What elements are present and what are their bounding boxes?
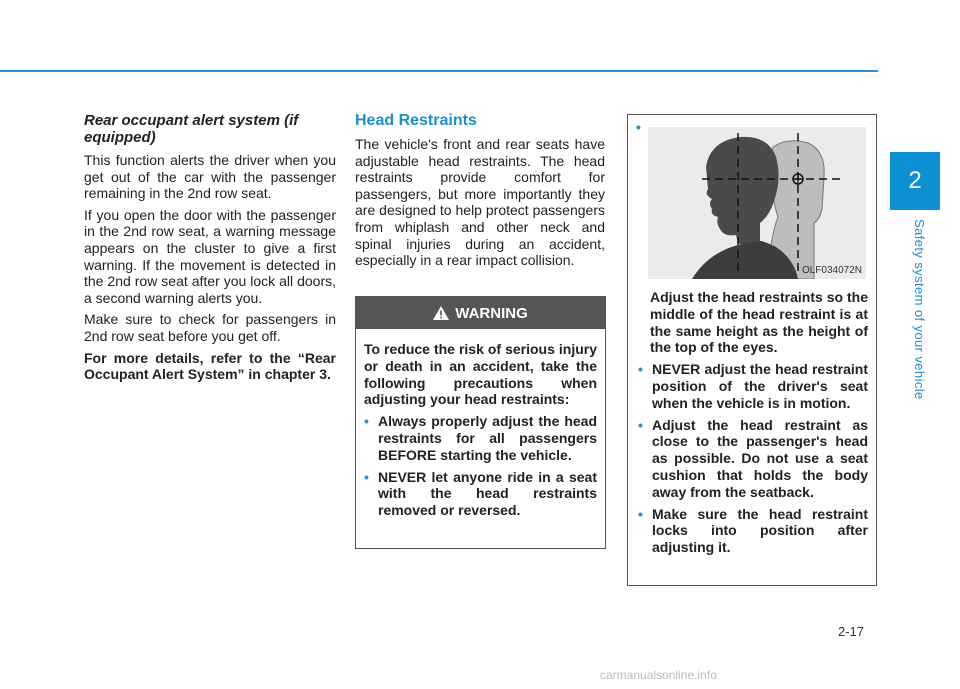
rear-alert-section <box>84 112 336 388</box>
head-restraint-adjust-box <box>627 114 877 586</box>
warning-header <box>356 297 605 329</box>
adjust-item: • Make sure the head restraint locks into position after adjusting it. <box>638 506 868 556</box>
head-restraint-figure <box>648 127 866 279</box>
rear-alert-reference: For more details, refer to the “Rear Occupant Alert System” in chapter 3. <box>84 349 336 383</box>
header-rule <box>0 70 878 72</box>
adjust-item: • NEVER adjust the head restraint position of the driver's seat when the vehicle is in motion. <box>638 361 868 411</box>
bullet-icon: • <box>636 119 641 135</box>
watermark: carmanualsonline.info <box>600 668 717 682</box>
head-restraints-heading: Head Restraints <box>355 112 477 129</box>
rear-alert-paragraph-3: Make sure to check for passengers in 2nd row seat before you get off. <box>84 311 336 344</box>
figure-code: OLF034072N <box>801 265 862 276</box>
chapter-tab <box>890 152 940 210</box>
warning-box <box>355 296 606 549</box>
adjust-first-item: Adjust the head restraints so the middle of the head restraint is at the same height as the height of the top of the eyes. <box>650 289 868 356</box>
warning-triangle-icon <box>433 306 449 320</box>
adjust-item: • Adjust the head restraint as close to the passenger's head as possible. Do not use a seat cushion that holds the body away from the seatback. <box>638 417 868 501</box>
head-restraints-body: The vehicle's front and rear seats have adjustable head restraints. The head restraints provide comfort for passengers, but more importantly they are designed to help protect passengers from whiplash and other neck and spinal injuries during an accident, especially in a rear impact collision. <box>355 136 605 269</box>
head-restraints-section <box>355 112 605 269</box>
page-number: 2-17 <box>838 624 865 639</box>
chapter-title: Safety system of your vehicle <box>912 218 927 400</box>
rear-alert-paragraph-2: If you open the door with the passenger in the 2nd row seat, a warning message appears on the cluster to give a first warning. If the movement is detected in the 2nd row seat after you lock all doors, a second warning alerts you. <box>84 206 336 306</box>
rear-alert-heading: Rear occupant alert system (if equipped) <box>84 112 299 146</box>
adjust-instructions <box>638 289 868 561</box>
chapter-number: 2 <box>908 167 922 194</box>
warning-title: WARNING <box>455 304 528 322</box>
rear-alert-paragraph-1: This function alerts the driver when you get out of the car with the passenger remaining in the 2nd row seat. <box>84 152 336 202</box>
warning-intro: To reduce the risk of serious injury or death in an accident, take the following precautions when adjusting your head restraints: <box>364 341 597 408</box>
warning-item: • NEVER let anyone ride in a seat with the head restraints removed or reversed. <box>364 469 597 519</box>
warning-item: • Always properly adjust the head restraints for all passengers BEFORE starting the vehicle. <box>364 413 597 463</box>
head-profile-illustration <box>648 127 866 279</box>
warning-body <box>356 329 605 519</box>
